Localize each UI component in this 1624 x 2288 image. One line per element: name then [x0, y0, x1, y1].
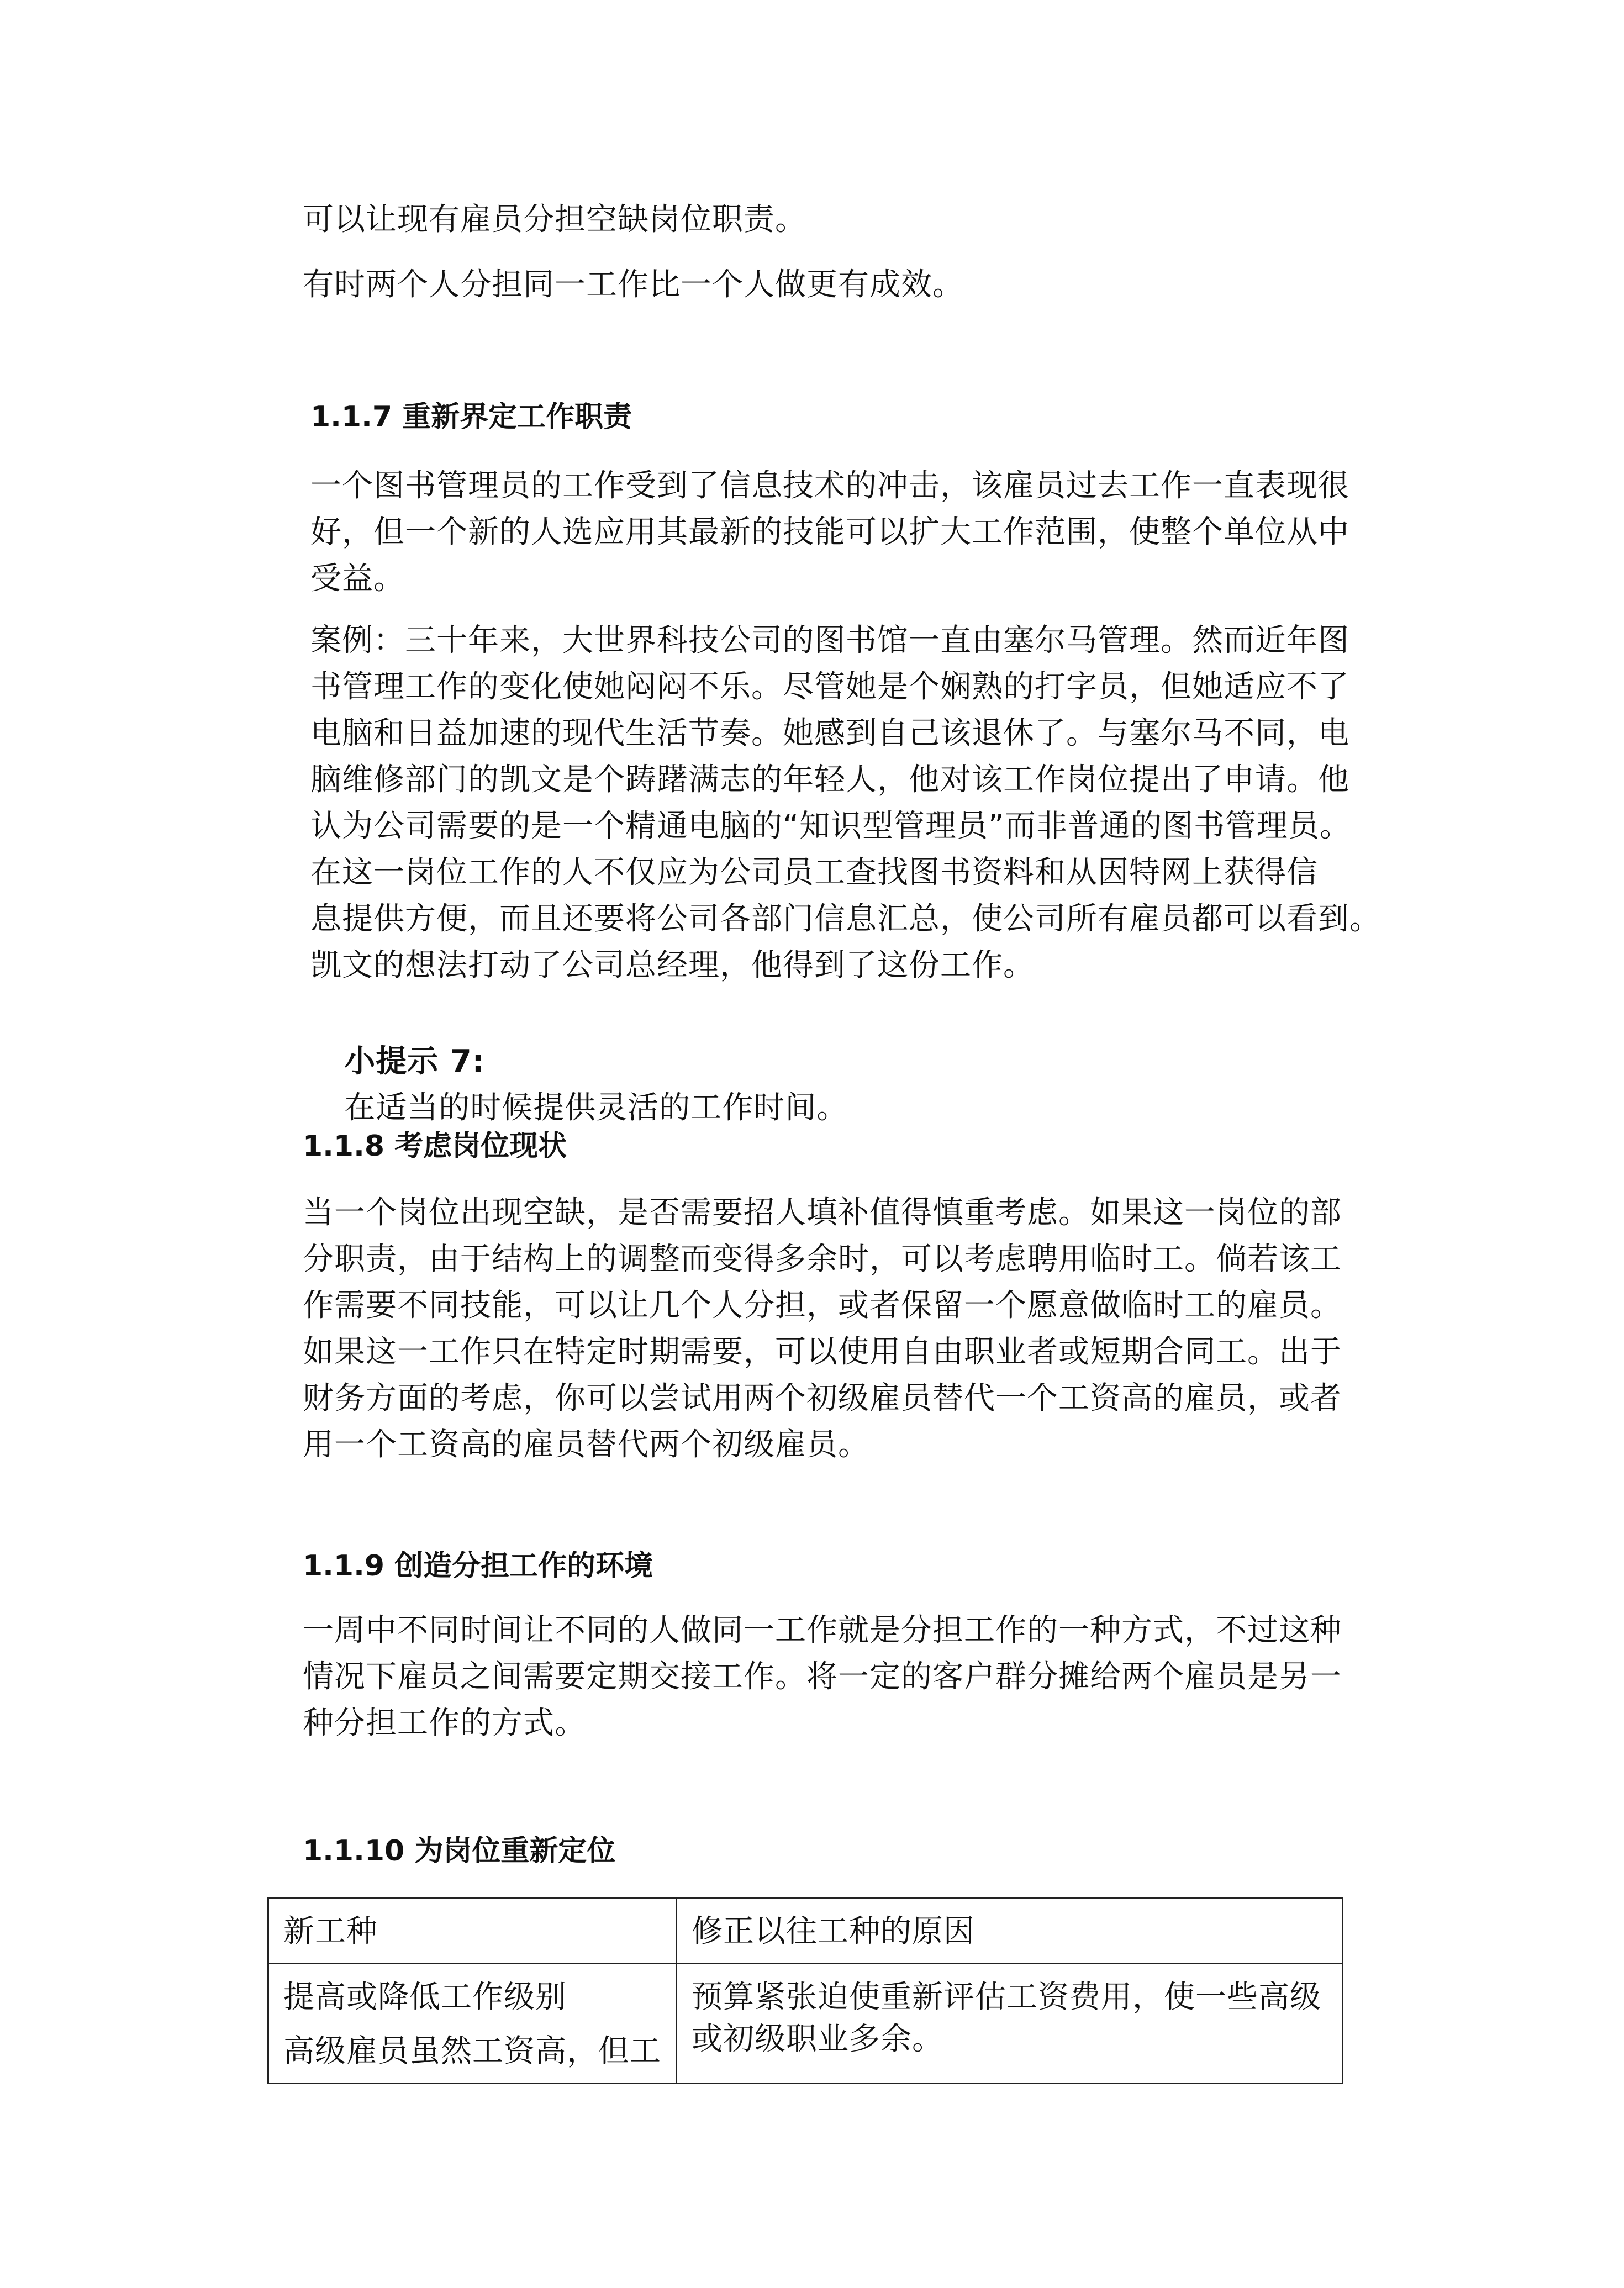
- table-header-reason: [677, 1898, 1343, 1964]
- table-cell-spacer: [283, 2018, 661, 2031]
- section-1-1-10-heading: 1.1.10 为岗位重新定位: [303, 1834, 616, 1868]
- table-cell-new-job: [268, 1964, 677, 2084]
- table-cell-reason-line-2: 或初级职业多余。: [692, 2021, 943, 2057]
- table-header-row: [268, 1898, 1343, 1964]
- table-cell-new-job-line-2: 高级雇员虽然工资高，但工: [283, 2033, 661, 2069]
- section-1-1-7-paragraph-1: 一个图书管理员的工作受到了信息技术的冲击，该雇员过去工作一直表现很 好，但一个新的人选应用其最新的技能可以扩大工作范围，使整个单位从中 受益。: [310, 468, 1349, 597]
- section-1-1-7-case-paragraph: 案例：三十年来，大世界科技公司的图书馆一直由塞尔马管理。然而近年图 书管理工作的变化使她闷闷不乐。尽管她是个娴熟的打字员，但她适应不了 电脑和日益加速的现代生活节奏。她感到自己该退休了。与塞尔马不同，电 脑维修部门的凯文是个踌躇满志的年轻人，他对该工作岗位提出了申请。他 认为公司需要的是一个精通电脑的“知识型管理员”而非普通的图书管理员。 在这一岗位工作的人不仅应为公司员工查找图书资料和从因特网上获得信 息提供方便，而且还要将公司各部门信息汇总，使公司所有雇员都可以看到。 凯文的想法打动了公司总经理，他得到了这份工作。: [310, 623, 1381, 983]
- section-1-1-8-paragraph: 当一个岗位出现空缺，是否需要招人填补值得慎重考虑。如果这一岗位的部 分职责，由于结构上的调整而变得多余时，可以考虑聘用临时工。倘若该工 作需要不同技能，可以让几个人分担，或者保留一个愿意做临时工的雇员。 如果这一工作只在特定时期需要，可以使用自由职业者或短期合同工。出于 财务方面的考虑，你可以尝试用两个初级雇员替代一个工资高的雇员，或者 用一个工资高的雇员替代两个初级雇员。: [303, 1195, 1342, 1463]
- table-cell-new-job-line-1: 提高或降低工作级别: [283, 1979, 567, 2015]
- section-1-1-9-paragraph: 一周中不同时间让不同的人做同一工作就是分担工作的一种方式，不过这种 情况下雇员之间需要定期交接工作。将一定的客户群分摊给两个雇员是另一 种分担工作的方式。: [303, 1612, 1342, 1741]
- intro-line-1: 可以让现有雇员分担空缺岗位职责。: [303, 202, 806, 238]
- table-cell-reason-line-1: 预算紧张迫使重新评估工资费用，使一些高级: [692, 1979, 1321, 2015]
- section-1-1-7-heading: 1.1.7 重新界定工作职责: [310, 400, 632, 434]
- table-header-reason-text: 修正以往工种的原因: [692, 1913, 975, 1949]
- intro-line-2: 有时两个人分担同一工作比一个人做更有成效。: [303, 267, 964, 303]
- section-1-1-8-heading: 1.1.8 考虑岗位现状: [303, 1130, 567, 1163]
- table-header-new-job: [268, 1898, 677, 1964]
- job-redefinition-table: [267, 1897, 1343, 2084]
- table-header-new-job-text: 新工种: [283, 1913, 378, 1949]
- tip-7-label: 小提示 7:: [344, 1043, 486, 1079]
- table-row: [268, 1964, 1343, 2084]
- table-cell-reason: [677, 1964, 1343, 2084]
- tip-7-text: 在适当的时候提供灵活的工作时间。: [344, 1090, 848, 1126]
- section-1-1-9-heading: 1.1.9 创造分担工作的环境: [303, 1549, 653, 1583]
